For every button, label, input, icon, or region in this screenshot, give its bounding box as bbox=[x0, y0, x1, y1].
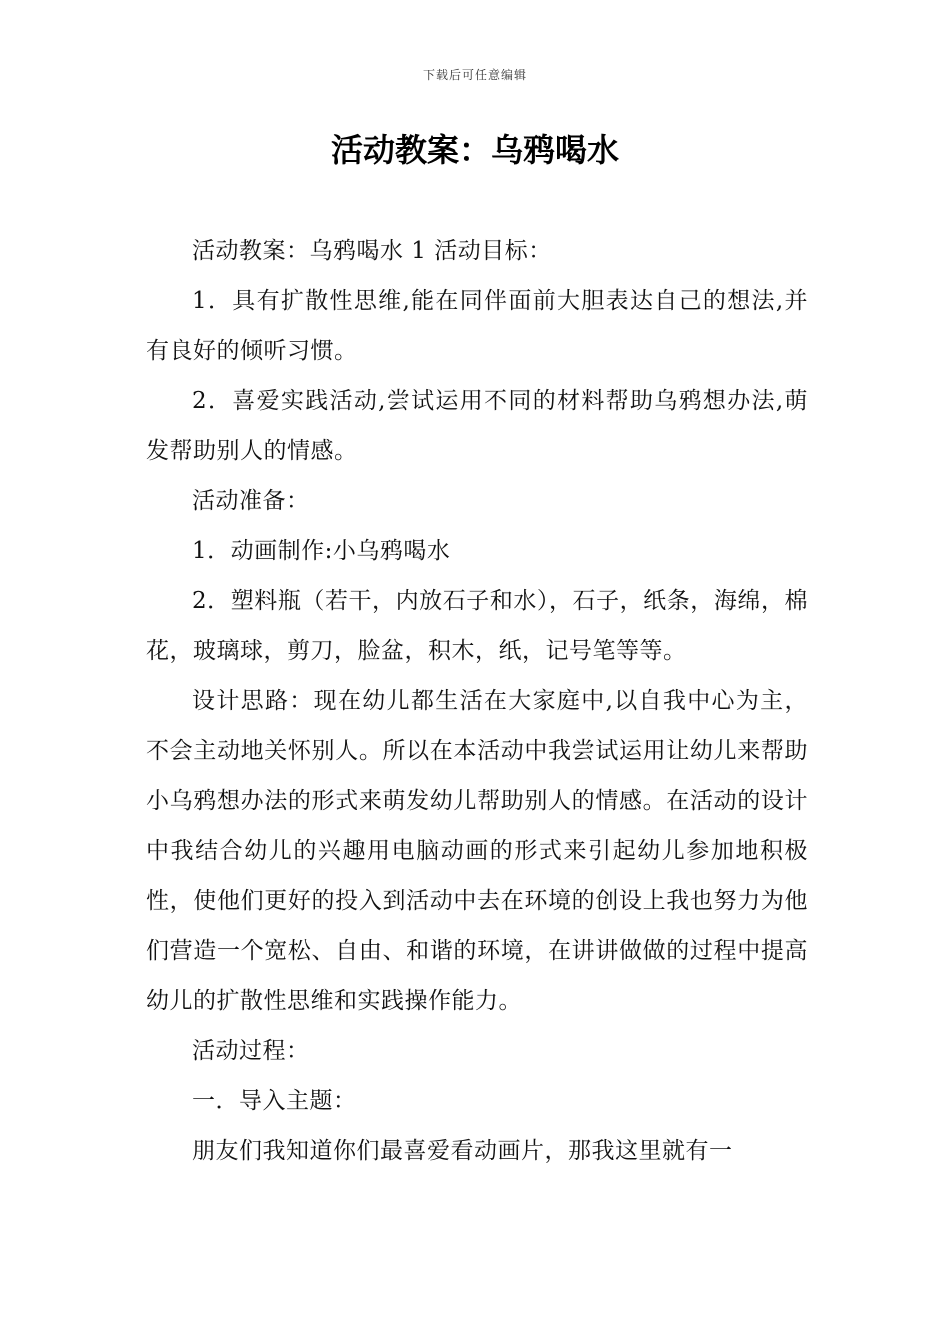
paragraph-preparation-1: 1．动画制作:小乌鸦喝水 bbox=[192, 538, 451, 564]
paragraph-objectives-heading: 活动教案：乌鸦喝水 1 活动目标： bbox=[192, 238, 552, 264]
paragraph-step-1-text: 朋友们我知道你们最喜爱看动画片，那我这里就有一 bbox=[192, 1138, 733, 1164]
paragraph-design-idea: 设计思路：现在幼儿都生活在大家庭中,以自我中心为主，不会主动地关怀别人。所以在本活动中我尝试运用让幼儿来帮助小乌鸦想办法的形式来萌发幼儿帮助别人的情感。在活动的设计中我结合幼儿的兴趣用电脑动画的形式来引起幼儿参加地积极性，使他们更好的投入到活动中去在环境的创设上我也努力为他们营造一个宽松、自由、和谐的环境，在讲讲做做的过程中提高幼儿的扩散性思维和实践操作能力。 bbox=[146, 688, 808, 1014]
paragraph-objective-1: 1．具有扩散性思维,能在同伴面前大胆表达自己的想法,并有良好的倾听习惯。 bbox=[146, 288, 808, 364]
document-body bbox=[146, 226, 808, 1176]
header-note: 下载后可任意编辑 bbox=[422, 68, 527, 82]
paragraph-preparation-2: 2．塑料瓶（若干，内放石子和水），石子，纸条，海绵，棉花，玻璃球，剪刀，脸盆，积木，纸，记号笔等等。 bbox=[146, 588, 808, 664]
paragraph-process-heading: 活动过程： bbox=[192, 1038, 310, 1064]
document-title: 活动教案：乌鸦喝水 bbox=[330, 131, 619, 169]
paragraph-objective-2: 2．喜爱实践活动,尝试运用不同的材料帮助乌鸦想办法,萌发帮助别人的情感。 bbox=[146, 388, 808, 464]
paragraph-preparation-heading: 活动准备： bbox=[192, 488, 310, 514]
paragraph-step-1-heading: 一．导入主题： bbox=[192, 1088, 357, 1114]
